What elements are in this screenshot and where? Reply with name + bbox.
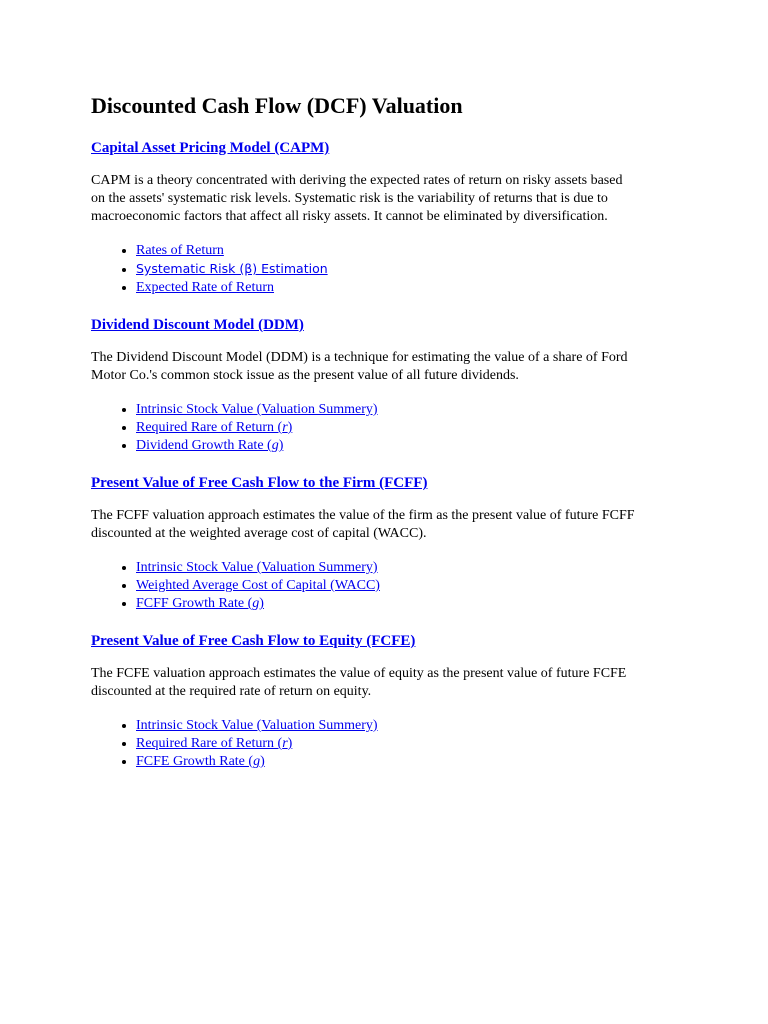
list-item — [136, 717, 691, 735]
page-title: Discounted Cash Flow (DCF) Valuation — [91, 93, 463, 118]
paragraph-line: macroeconomic factors that affect all risky assets. It cannot be eliminated by diversification. — [91, 209, 608, 224]
link-text: ) — [287, 736, 293, 751]
link-systematic-risk-estimation[interactable]: Systematic Risk (β) Estimation — [136, 261, 328, 276]
fcfe-heading-link[interactable]: Present Value of Free Cash Flow to Equity (FCFE) — [91, 633, 416, 649]
section-ddm — [91, 315, 691, 455]
link-fcfe-growth-rate[interactable] — [136, 754, 265, 769]
list-item — [136, 401, 691, 419]
paragraph-line: Motor Co.'s common stock issue as the present value of all future dividends. — [91, 368, 519, 383]
capm-heading-link[interactable]: Capital Asset Pricing Model (CAPM) — [91, 140, 330, 156]
ddm-heading-link[interactable]: Dividend Discount Model (DDM) — [91, 317, 304, 333]
link-intrinsic-stock-value[interactable]: Intrinsic Stock Value (Valuation Summery) — [136, 402, 378, 417]
variable-r: r — [282, 420, 288, 435]
fcfe-link-list — [91, 717, 691, 771]
paragraph-line: The FCFF valuation approach estimates the value of the firm as the present value of future FCFF — [91, 508, 635, 523]
variable-r: r — [282, 736, 288, 751]
section-fcff — [91, 473, 691, 613]
list-item — [136, 753, 691, 771]
list-item — [136, 595, 691, 613]
capm-description — [91, 172, 691, 226]
paragraph-line: The FCFE valuation approach estimates the value of equity as the present value of future FCFE — [91, 666, 627, 681]
fcff-description — [91, 507, 691, 543]
section-heading-fcff — [91, 473, 691, 493]
link-rates-of-return[interactable]: Rates of Return — [136, 243, 224, 258]
link-text: ) — [260, 754, 265, 769]
link-dividend-growth-rate[interactable] — [136, 438, 283, 453]
link-text: Required Rare of Return ( — [136, 420, 283, 435]
link-text: FCFE Growth Rate ( — [136, 754, 254, 769]
paragraph-line: discounted at the required rate of return on equity. — [91, 684, 372, 699]
link-required-rate-of-return[interactable] — [136, 736, 292, 751]
ddm-description — [91, 349, 691, 385]
link-text: ) — [278, 438, 284, 453]
link-fcff-growth-rate[interactable] — [136, 596, 264, 611]
link-intrinsic-stock-value[interactable]: Intrinsic Stock Value (Valuation Summery) — [136, 560, 378, 575]
section-heading-ddm — [91, 315, 691, 335]
link-text: FCFF Growth Rate ( — [136, 596, 253, 611]
list-item — [136, 242, 691, 260]
capm-link-list — [91, 242, 691, 297]
paragraph-line: CAPM is a theory concentrated with deriving the expected rates of return on risky assets based — [91, 173, 623, 188]
link-wacc[interactable]: Weighted Average Cost of Capital (WACC) — [136, 578, 380, 593]
variable-g: g — [253, 754, 261, 769]
fcff-link-list — [91, 559, 691, 613]
section-heading-fcfe — [91, 631, 691, 651]
variable-g: g — [252, 596, 260, 611]
list-item — [136, 437, 691, 455]
ddm-link-list — [91, 401, 691, 455]
link-required-rate-of-return[interactable] — [136, 420, 292, 435]
paragraph-line: discounted at the weighted average cost of capital (WACC). — [91, 526, 427, 541]
paragraph-line: on the assets' systematic risk levels. Systematic risk is the variability of returns that is due to — [91, 191, 608, 206]
link-intrinsic-stock-value[interactable]: Intrinsic Stock Value (Valuation Summery) — [136, 718, 378, 733]
section-heading-capm — [91, 138, 691, 158]
list-item — [136, 279, 691, 297]
link-text: ) — [287, 420, 293, 435]
fcfe-description — [91, 665, 691, 701]
section-capm — [91, 138, 691, 297]
list-item — [136, 735, 691, 753]
document-page — [91, 92, 691, 789]
list-item — [136, 577, 691, 595]
link-text: Dividend Growth Rate ( — [136, 438, 272, 453]
list-item — [136, 260, 691, 279]
link-text: ) — [259, 596, 264, 611]
section-fcfe — [91, 631, 691, 771]
link-text: Required Rare of Return ( — [136, 736, 283, 751]
list-item — [136, 419, 691, 437]
fcff-heading-link[interactable]: Present Value of Free Cash Flow to the Firm (FCFF) — [91, 475, 428, 491]
link-expected-rate-of-return[interactable]: Expected Rate of Return — [136, 280, 275, 295]
variable-g: g — [271, 438, 279, 453]
paragraph-line: The Dividend Discount Model (DDM) is a technique for estimating the value of a share of Ford — [91, 350, 628, 365]
list-item — [136, 559, 691, 577]
